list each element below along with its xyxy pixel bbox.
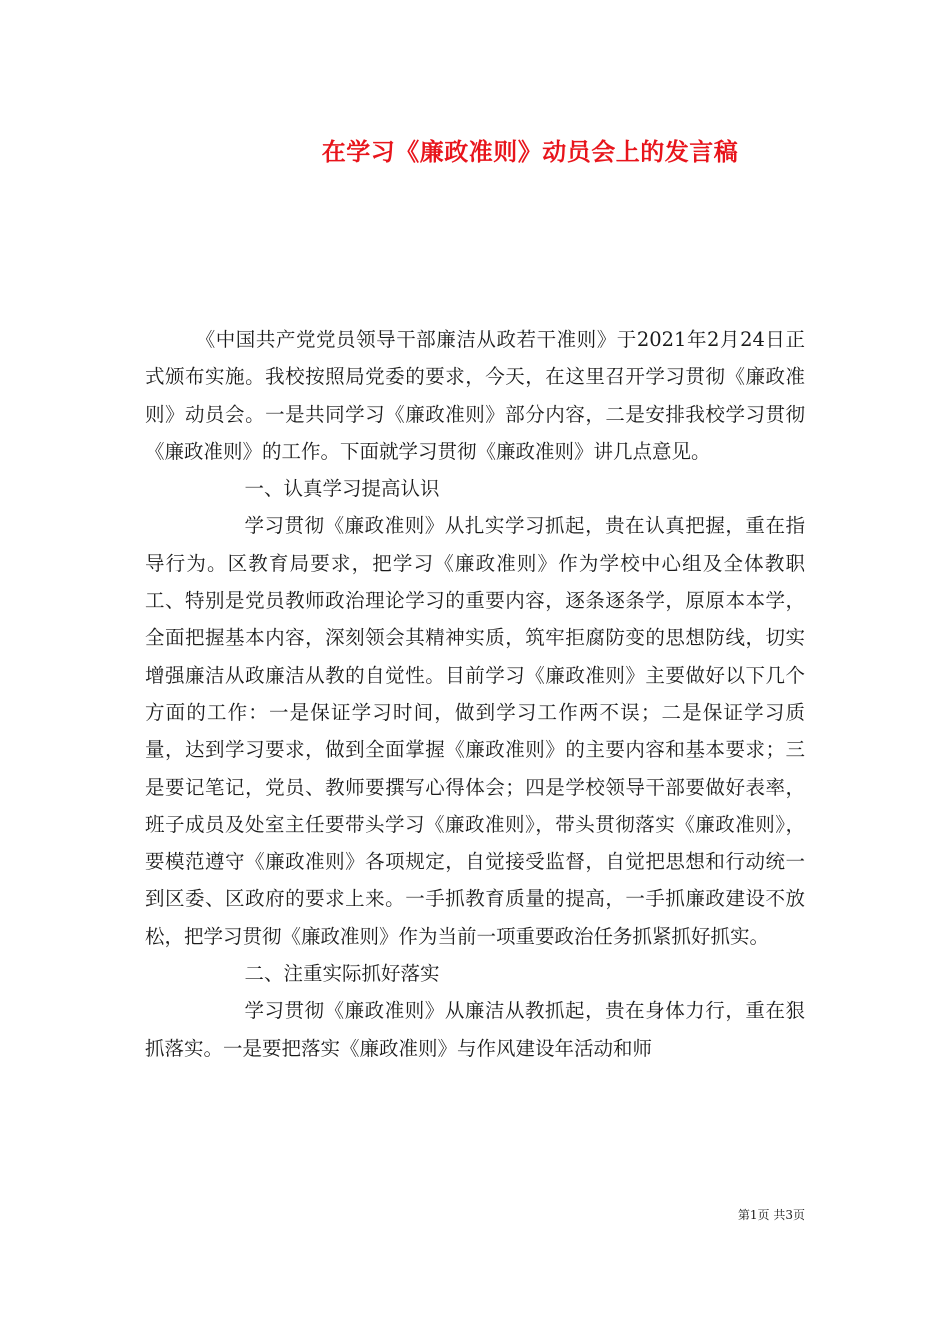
- page-number-footer: 第1页 共3页: [737, 1208, 805, 1222]
- section-1-paragraph: 学习贯彻《廉政准则》从扎实学习抓起，贵在认真把握，重在指导行为。区教育局要求，把学习《廉政准则》作为学校中心组及全体教职工、特别是党员教师政治理论学习的重要内容，逐条逐条学，原原本本学，全面把握基本内容，深刻领会其精神实质，筑牢拒腐防变的思想防线，切实增强廉洁从政廉洁从教的自觉性。目前学习《廉政准则》主要做好以下几个方面的工作：一是保证学习时间，做到学习工作两不误；二是保证学习质量，达到学习要求，做到全面掌握《廉政准则》的主要内容和基本要求；三是要记笔记，党员、教师要撰写心得体会；四是学校领导干部要做好表率，班子成员及处室主任要带头学习《廉政准则》，带头贯彻落实《廉政准则》，要模范遵守《廉政准则》各项规定，自觉接受监督，自觉把思想和行动统一到区委、区政府的要求上来。一手抓教育质量的提高，一手抓廉政建设不放松，把学习贯彻《廉政准则》作为当前一项重要政治任务抓紧抓好抓实。: [145, 514, 805, 948]
- section-2-paragraph: 学习贯彻《廉政准则》从廉洁从教抓起，贵在身体力行，重在狠抓落实。一是要把落实《廉政准则》与作风建设年活动和师: [145, 999, 805, 1060]
- section-heading-2: 二、注重实际抓好落实: [244, 962, 440, 986]
- document-body: [145, 321, 805, 1067]
- page-title: 在学习《廉政准则》动员会上的发言稿: [321, 137, 739, 166]
- intro-paragraph: 《中国共产党党员领导干部廉洁从政若干准则》于2021年2月24日正式颁布实施。我校按照局党委的要求，今天，在这里召开学习贯彻《廉政准则》动员会。一是共同学习《廉政准则》部分内容，二是安排我校学习贯彻《廉政准则》的工作。下面就学习贯彻《廉政准则》讲几点意见。: [145, 328, 805, 463]
- section-heading-1: 一、认真学习提高认识: [244, 477, 440, 501]
